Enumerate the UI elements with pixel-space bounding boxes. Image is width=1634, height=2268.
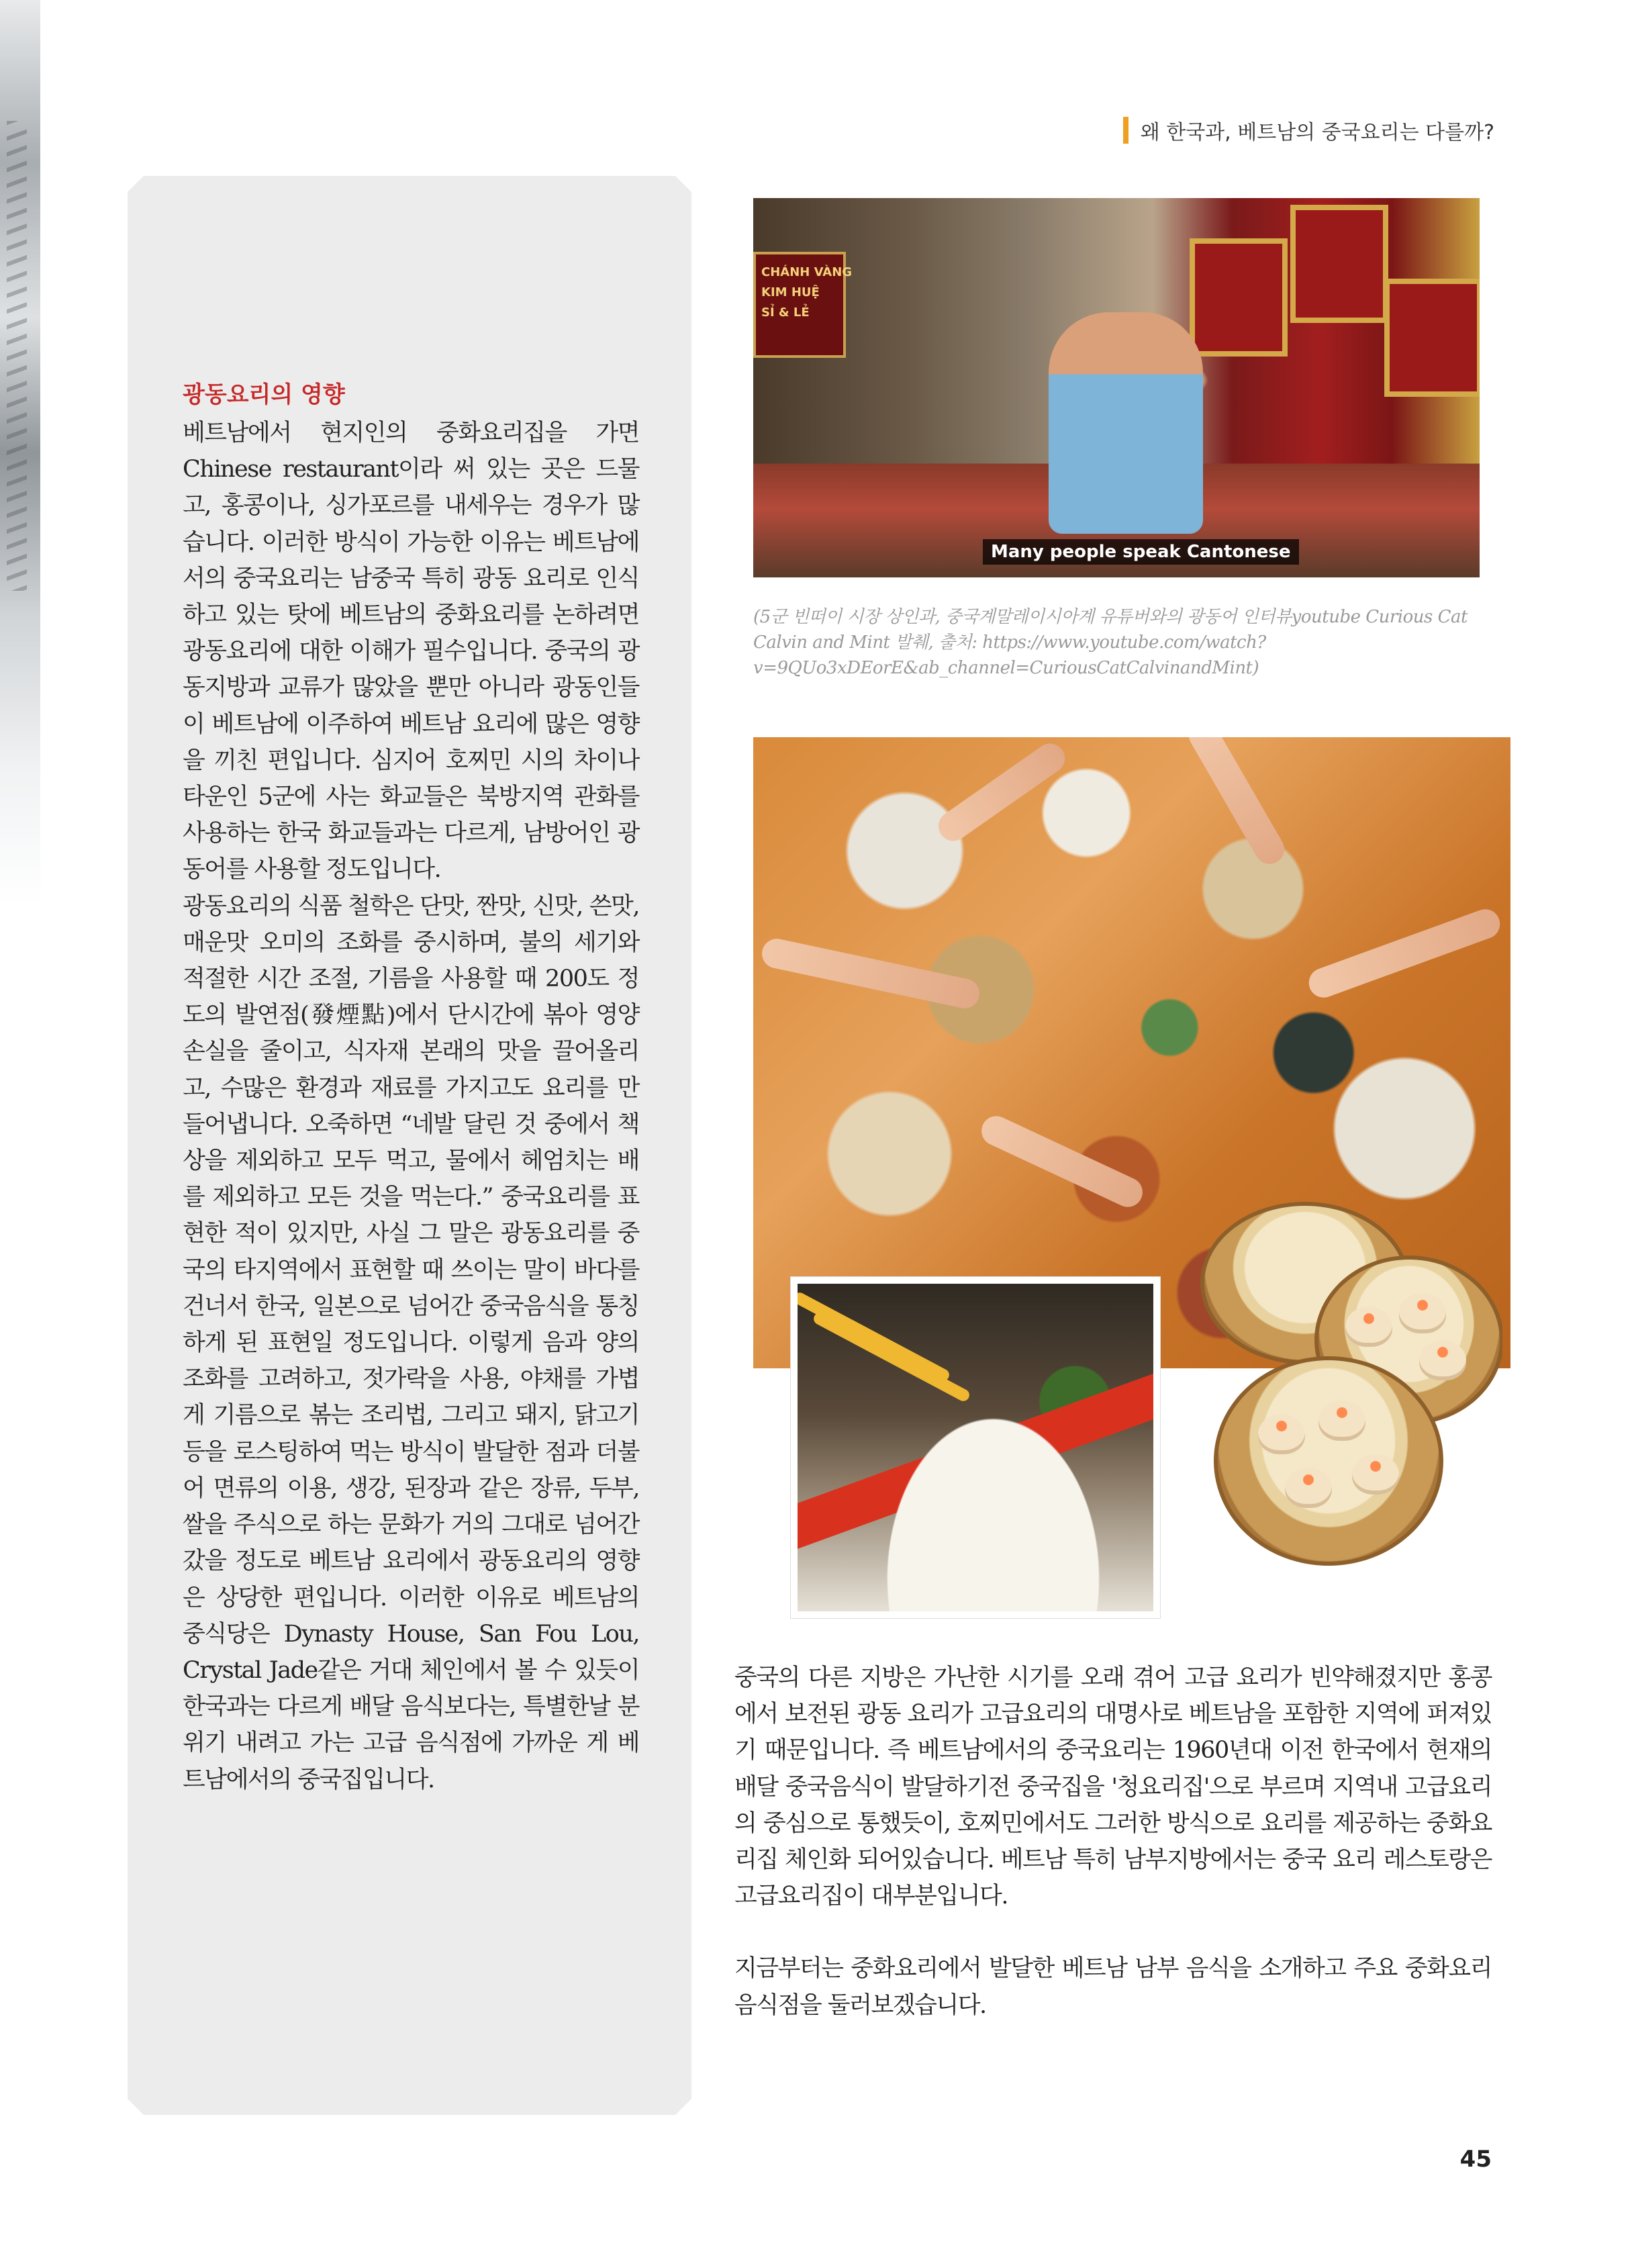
main-body <box>734 1660 1492 2024</box>
chopsticks <box>812 1311 971 1403</box>
red-frame <box>1190 238 1288 357</box>
dumpling <box>1399 1293 1446 1333</box>
section-heading: 광동요리의 영향 <box>183 381 345 408</box>
hand-with-chopsticks <box>977 1111 1147 1212</box>
running-header <box>1123 115 1494 145</box>
vendor-figure <box>1049 312 1203 534</box>
red-frame <box>1384 279 1480 397</box>
video-caption-overlay: Many people speak Cantonese <box>983 539 1299 565</box>
hand-with-chopsticks <box>759 936 982 1011</box>
red-frame <box>1290 205 1388 323</box>
hand-with-chopsticks <box>1184 737 1290 869</box>
dumpling <box>1258 1414 1305 1454</box>
hand-with-chopsticks <box>1305 905 1504 1002</box>
bamboo-steamer <box>1214 1356 1443 1566</box>
shop-sign <box>753 252 853 358</box>
main-paragraph: 중국의 다른 지방은 가난한 시기를 오래 겪어 고급 요리가 빈약해졌지만 홍콩에서 보전된 광동 요리가 고급요리의 대명사로 베트남을 포함한 지역에 퍼져있기 때문입니다. 즉 베트남에서의 중국요리는 1960년대 이전 한국에서 현재의 배달 중국음식이 발달하기전 중국집을 '청요리집'으로 부르며 지역내 고급요리의 중심으로 통했듯이, 호찌민에서도 그러한 방식으로 요리를 제공하는 중화요리집 체인화 되어있습니다. 베트남 특히 남부지방에서는 중국 요리 레스토랑은 고급요리집이 대부분입니다. <box>734 1664 1492 1910</box>
header-accent-bar <box>1123 117 1128 144</box>
dumpling <box>1419 1340 1466 1380</box>
steamer-basket-photo <box>1187 1202 1502 1578</box>
rice-dish-photo <box>791 1277 1160 1618</box>
dumpling <box>1345 1307 1392 1347</box>
dumpling <box>1318 1401 1365 1441</box>
main-paragraph: 지금부터는 중화요리에서 발달한 베트남 남부 음식을 소개하고 주요 중화요리 음식점을 둘러보겠습니다. <box>734 1955 1492 2019</box>
sidebar-body <box>183 415 639 1798</box>
ink-wash-decoration <box>0 0 40 906</box>
market-interview-photo <box>753 198 1480 577</box>
dumpling <box>1285 1468 1332 1508</box>
sidebar-paragraph: 베트남에서 현지인의 중화요리집을 가면 Chinese restaurant이라 써 있는 곳은 드물고, 홍콩이나, 싱가포르를 내세우는 경우가 많습니다. 이러한 방식이 가능한 이유는 베트남에서의 중국요리는 남중국 특히 광동 요리로 인식하고 있는 탓에 베트남의 중화요리를 논하려면 광동요리에 대한 이해가 필수입니다. 중국의 광동지방과 교류가 많았을 뿐만 아니라 광동인들이 베트남에 이주하여 베트남 요리에 많은 영향을 끼친 편입니다. 심지어 호찌민 시의 차이나타운인 5군에 사는 화교들은 북방지역 관화를 사용하는 한국 화교들과는 다르게, 남방어인 광동어를 사용할 정도입니다. <box>183 420 639 884</box>
dumpling <box>1352 1454 1399 1495</box>
running-title: 왜 한국과, 베트남의 중국요리는 다를까? <box>1140 121 1494 144</box>
hand-with-chopsticks <box>932 738 1070 847</box>
shop-sign-text: CHÁNH VÀNG KIM HUỆ SỈ & LẺ <box>761 265 853 320</box>
sidebar-paragraph: 광동요리의 식품 철학은 단맛, 짠맛, 신맛, 쓴맛, 매운맛 오미의 조화를 중시하며, 불의 세기와 적절한 시간 조절, 기름을 사용할 때 200도 정도의 발연점(發煙點)에서 단시간에 볶아 영양 손실을 줄이고, 식자재 본래의 맛을 끌어올리고, 수많은 환경과 재료를 가지고도 요리를 만들어냅니다. 오죽하면 “네발 달린 것 중에서 책상을 제외하고 모두 먹고, 물에서 헤엄치는 배를 제외하고 모든 것을 먹는다.” 중국요리를 표현한 적이 있지만, 사실 그 말은 광동요리를 중국의 타지역에서 표현할 때 쓰이는 말이 바다를 건너서 한국, 일본으로 넘어간 중국음식을 통칭하게 된 표현일 정도입니다. 이렇게 음과 양의 조화를 고려하고, 젓가락을 사용, 야채를 가볍게 기름으로 볶는 조리법, 그리고 돼지, 닭고기 등을 로스팅하여 먹는 방식이 발달한 점과 더불어 면류의 이용, 생강, 된장과 같은 장류, 두부, 쌀을 주식으로 하는 문화가 거의 그대로 넘어간 갔을 정도로 베트남 요리에서 광동요리의 영향은 상당한 편입니다. 이러한 이유로 베트남의 중식당은 Dynasty House, San Fou Lou, Crystal Jade같은 거대 체인에서 볼 수 있듯이 한국과는 다르게 배달 음식보다는, 특별한날 분위기 내려고 가는 고급 음식점에 가까운 게 베트남에서의 중국집입니다. <box>183 892 639 1793</box>
photo-caption: (5군 빈떠이 시장 상인과, 중국계말레이시아계 유튜버와의 광동어 인터뷰youtube Curious Cat Calvin and Mint 발췌, 출처: https://www.youtube.com/watch?v=9QUo3xDEorE&ab_channel=CuriousCatCalvinandMint) <box>753 607 1468 678</box>
page-number: 45 <box>1459 2146 1492 2173</box>
